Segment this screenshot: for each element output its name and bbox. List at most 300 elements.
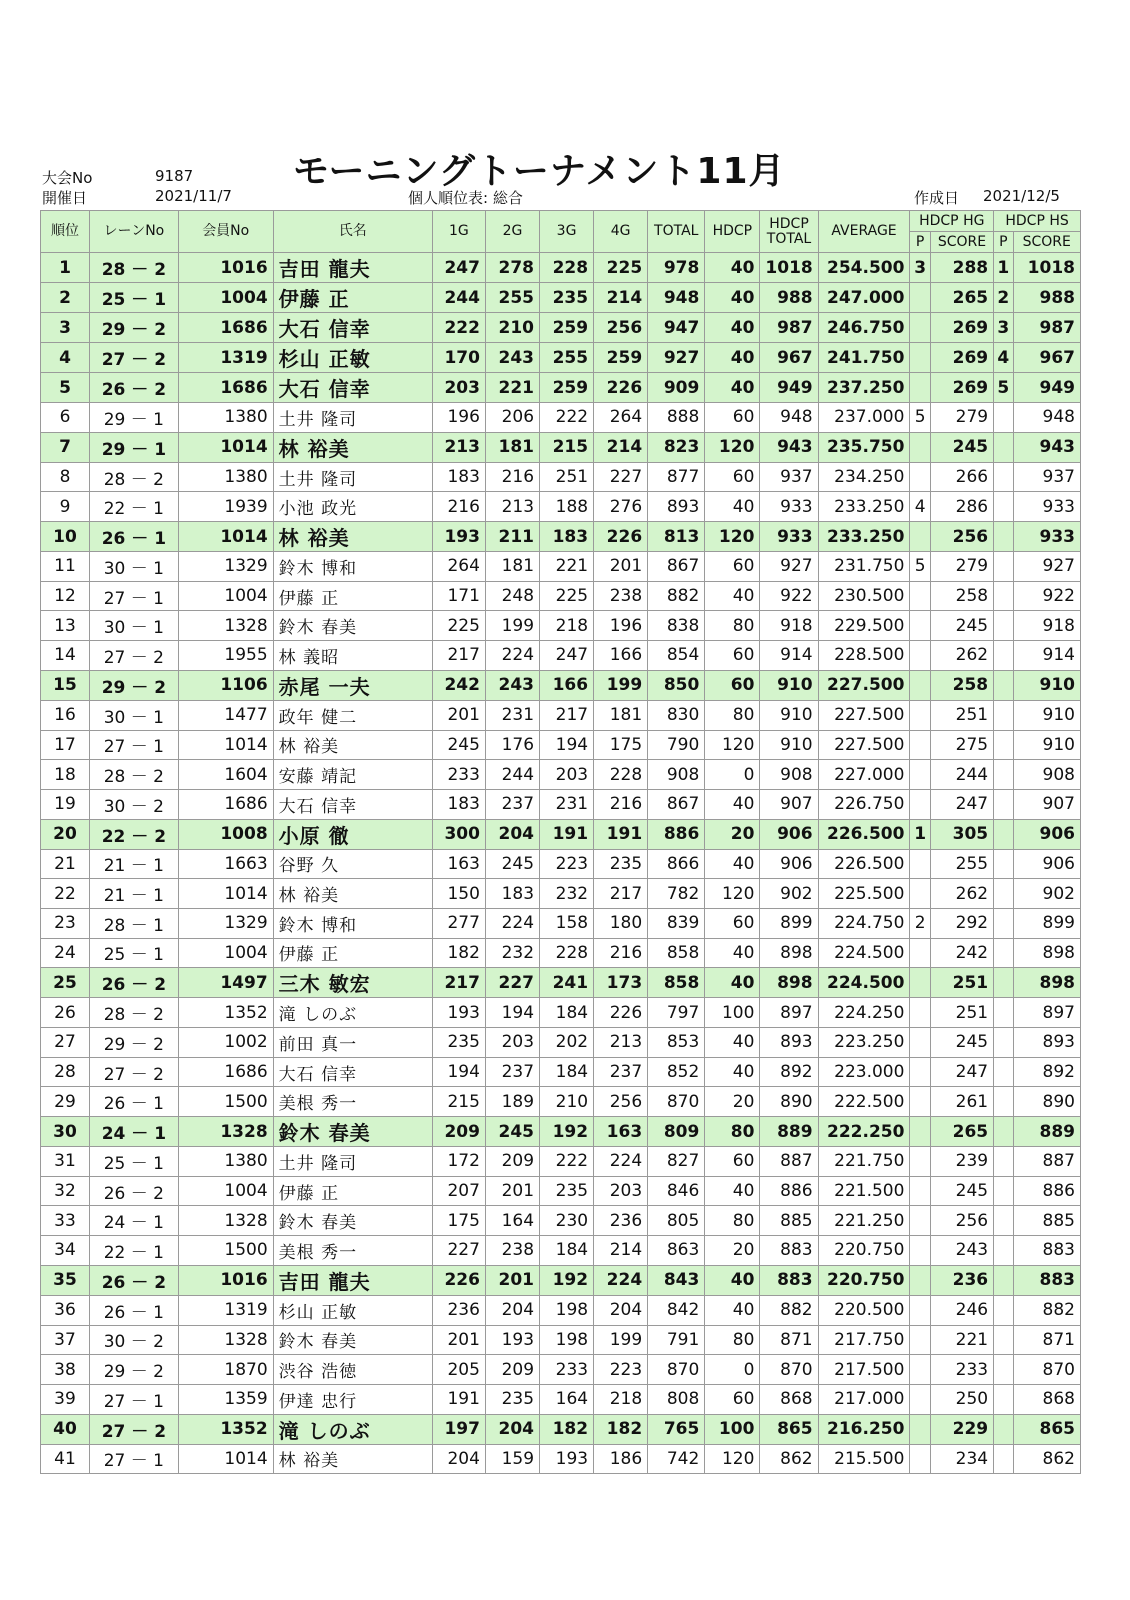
col-g3-header: 3G — [540, 211, 594, 253]
game1-cell: 207 — [432, 1176, 485, 1206]
member-no-cell: 1500 — [178, 1087, 273, 1117]
total-cell: 742 — [648, 1444, 705, 1474]
table-row — [41, 819, 1081, 849]
game4-cell: 226 — [594, 373, 648, 403]
rank-cell: 29 — [41, 1087, 90, 1117]
rank-cell: 30 — [41, 1117, 90, 1147]
hs-score-cell: 898 — [1013, 938, 1080, 968]
hg-place-cell — [910, 611, 930, 641]
game1-cell: 196 — [432, 403, 485, 433]
hdcp-cell: 40 — [705, 1057, 760, 1087]
hs-place-cell — [994, 1414, 1013, 1444]
game2-cell: 209 — [485, 1147, 539, 1177]
hdcp-total-cell: 892 — [760, 1057, 818, 1087]
game3-cell: 222 — [540, 1147, 594, 1177]
rank-cell: 27 — [41, 1028, 90, 1058]
game2-cell: 204 — [485, 819, 539, 849]
hg-score-cell: 269 — [930, 373, 993, 403]
hs-score-cell: 910 — [1013, 670, 1080, 700]
rank-cell: 6 — [41, 403, 90, 433]
hs-place-cell — [994, 819, 1013, 849]
hg-score-cell: 251 — [930, 968, 993, 998]
hg-place-cell — [910, 1355, 930, 1385]
total-cell: 867 — [648, 552, 705, 582]
rank-cell: 13 — [41, 611, 90, 641]
hg-score-cell: 234 — [930, 1444, 993, 1474]
player-name-cell: 美根 秀一 — [273, 1236, 432, 1266]
member-no-cell: 1002 — [178, 1028, 273, 1058]
hs-score-cell: 890 — [1013, 1087, 1080, 1117]
game3-cell: 232 — [540, 879, 594, 909]
average-cell: 221.500 — [818, 1176, 910, 1206]
player-name-cell: 滝 しのぶ — [273, 998, 432, 1028]
col-hs-score-header: SCORE — [1013, 232, 1080, 253]
lane-cell: 27 － 1 — [89, 730, 178, 760]
game3-cell: 215 — [540, 432, 594, 462]
game4-cell: 186 — [594, 1444, 648, 1474]
member-no-cell: 1329 — [178, 908, 273, 938]
rank-cell: 37 — [41, 1325, 90, 1355]
player-name-cell: 安藤 靖記 — [273, 760, 432, 790]
total-cell: 947 — [648, 313, 705, 343]
player-name-cell: 伊藤 正 — [273, 1176, 432, 1206]
hs-place-cell — [994, 998, 1013, 1028]
table-row — [41, 432, 1081, 462]
total-cell: 846 — [648, 1176, 705, 1206]
hdcp-total-cell: 902 — [760, 879, 818, 909]
hdcp-cell: 60 — [705, 641, 760, 671]
member-no-cell: 1016 — [178, 253, 273, 283]
hdcp-cell: 20 — [705, 819, 760, 849]
hdcp-total-cell: 937 — [760, 462, 818, 492]
hg-place-cell — [910, 1236, 930, 1266]
hdcp-total-cell: 862 — [760, 1444, 818, 1474]
rank-cell: 4 — [41, 343, 90, 373]
rank-cell: 23 — [41, 908, 90, 938]
hdcp-cell: 40 — [705, 1028, 760, 1058]
game2-cell: 189 — [485, 1087, 539, 1117]
hs-place-cell: 1 — [994, 253, 1013, 283]
hg-place-cell — [910, 760, 930, 790]
hs-place-cell — [994, 432, 1013, 462]
hs-score-cell: 889 — [1013, 1117, 1080, 1147]
game2-cell: 227 — [485, 968, 539, 998]
game2-cell: 248 — [485, 581, 539, 611]
game1-cell: 183 — [432, 789, 485, 819]
hg-score-cell: 266 — [930, 462, 993, 492]
hdcp-total-cell: 910 — [760, 670, 818, 700]
hg-place-cell — [910, 968, 930, 998]
average-cell: 237.000 — [818, 403, 910, 433]
game1-cell: 163 — [432, 849, 485, 879]
member-no-cell: 1380 — [178, 462, 273, 492]
game1-cell: 183 — [432, 462, 485, 492]
rank-cell: 14 — [41, 641, 90, 671]
hs-place-cell — [994, 462, 1013, 492]
player-name-cell: 杉山 正敏 — [273, 343, 432, 373]
game1-cell: 194 — [432, 1057, 485, 1087]
hdcp-cell: 40 — [705, 492, 760, 522]
hg-score-cell: 258 — [930, 581, 993, 611]
member-no-cell: 1328 — [178, 1117, 273, 1147]
hdcp-cell: 40 — [705, 581, 760, 611]
hdcp-total-cell: 910 — [760, 730, 818, 760]
game3-cell: 210 — [540, 1087, 594, 1117]
player-name-cell: 鈴木 春美 — [273, 1325, 432, 1355]
hs-place-cell: 5 — [994, 373, 1013, 403]
hg-score-cell: 269 — [930, 313, 993, 343]
game2-cell: 199 — [485, 611, 539, 641]
hg-place-cell — [910, 1028, 930, 1058]
total-cell: 854 — [648, 641, 705, 671]
hg-place-cell — [910, 789, 930, 819]
game4-cell: 227 — [594, 462, 648, 492]
hdcp-cell: 0 — [705, 1355, 760, 1385]
average-cell: 222.250 — [818, 1117, 910, 1147]
total-cell: 791 — [648, 1325, 705, 1355]
average-cell: 226.500 — [818, 819, 910, 849]
game1-cell: 197 — [432, 1414, 485, 1444]
rank-cell: 41 — [41, 1444, 90, 1474]
table-row — [41, 1206, 1081, 1236]
average-cell: 226.750 — [818, 789, 910, 819]
hg-place-cell — [910, 522, 930, 552]
average-cell: 222.500 — [818, 1087, 910, 1117]
game2-cell: 213 — [485, 492, 539, 522]
game2-cell: 244 — [485, 760, 539, 790]
hs-score-cell: 1018 — [1013, 253, 1080, 283]
table-row — [41, 1444, 1081, 1474]
hs-score-cell: 871 — [1013, 1325, 1080, 1355]
game2-cell: 243 — [485, 670, 539, 700]
game4-cell: 175 — [594, 730, 648, 760]
hdcp-cell: 120 — [705, 522, 760, 552]
player-name-cell: 政年 健二 — [273, 700, 432, 730]
table-row — [41, 492, 1081, 522]
hdcp-cell: 40 — [705, 1176, 760, 1206]
rank-cell: 32 — [41, 1176, 90, 1206]
hs-place-cell — [994, 1295, 1013, 1325]
tournament-no-label: 大会No — [42, 169, 93, 187]
table-row — [41, 938, 1081, 968]
game2-cell: 201 — [485, 1176, 539, 1206]
hg-score-cell: 288 — [930, 253, 993, 283]
total-cell: 853 — [648, 1028, 705, 1058]
player-name-cell: 大石 信幸 — [273, 1057, 432, 1087]
hg-score-cell: 258 — [930, 670, 993, 700]
game4-cell: 256 — [594, 1087, 648, 1117]
lane-cell: 21 － 1 — [89, 849, 178, 879]
table-row — [41, 1355, 1081, 1385]
game1-cell: 235 — [432, 1028, 485, 1058]
hdcp-total-cell: 988 — [760, 283, 818, 313]
player-name-cell: 伊達 忠行 — [273, 1384, 432, 1414]
table-row — [41, 908, 1081, 938]
game4-cell: 180 — [594, 908, 648, 938]
rank-cell: 36 — [41, 1295, 90, 1325]
game2-cell: 237 — [485, 1057, 539, 1087]
member-no-cell: 1686 — [178, 313, 273, 343]
game2-cell: 224 — [485, 641, 539, 671]
game3-cell: 191 — [540, 819, 594, 849]
rank-cell: 26 — [41, 998, 90, 1028]
game1-cell: 215 — [432, 1087, 485, 1117]
hdcp-cell: 40 — [705, 343, 760, 373]
lane-cell: 29 － 2 — [89, 670, 178, 700]
hs-place-cell — [994, 1384, 1013, 1414]
total-cell: 978 — [648, 253, 705, 283]
rank-cell: 34 — [41, 1236, 90, 1266]
lane-cell: 30 － 2 — [89, 789, 178, 819]
table-row — [41, 373, 1081, 403]
hg-score-cell: 255 — [930, 849, 993, 879]
total-cell: 838 — [648, 611, 705, 641]
table-row — [41, 1325, 1081, 1355]
hs-place-cell — [994, 849, 1013, 879]
lane-cell: 29 － 1 — [89, 432, 178, 462]
lane-cell: 27 － 2 — [89, 1414, 178, 1444]
game4-cell: 223 — [594, 1355, 648, 1385]
hs-score-cell: 910 — [1013, 730, 1080, 760]
game4-cell: 228 — [594, 760, 648, 790]
player-name-cell: 杉山 正敏 — [273, 1295, 432, 1325]
game3-cell: 158 — [540, 908, 594, 938]
game2-cell: 216 — [485, 462, 539, 492]
hs-score-cell: 906 — [1013, 849, 1080, 879]
member-no-cell: 1352 — [178, 1414, 273, 1444]
hg-place-cell — [910, 432, 930, 462]
game2-cell: 181 — [485, 432, 539, 462]
hg-score-cell: 250 — [930, 1384, 993, 1414]
hg-score-cell: 229 — [930, 1414, 993, 1444]
total-cell: 927 — [648, 343, 705, 373]
total-cell: 908 — [648, 760, 705, 790]
game1-cell: 222 — [432, 313, 485, 343]
hs-score-cell: 918 — [1013, 611, 1080, 641]
game3-cell: 225 — [540, 581, 594, 611]
col-g2-header: 2G — [485, 211, 539, 253]
game4-cell: 216 — [594, 938, 648, 968]
member-no-cell: 1477 — [178, 700, 273, 730]
game1-cell: 233 — [432, 760, 485, 790]
player-name-cell: 大石 信幸 — [273, 789, 432, 819]
lane-cell: 27 － 2 — [89, 641, 178, 671]
game3-cell: 192 — [540, 1265, 594, 1295]
rank-cell: 2 — [41, 283, 90, 313]
game1-cell: 191 — [432, 1384, 485, 1414]
hg-place-cell — [910, 1117, 930, 1147]
hdcp-cell: 60 — [705, 1147, 760, 1177]
game4-cell: 214 — [594, 1236, 648, 1266]
hg-score-cell: 261 — [930, 1087, 993, 1117]
table-row — [41, 1147, 1081, 1177]
game3-cell: 247 — [540, 641, 594, 671]
hg-score-cell: 245 — [930, 1176, 993, 1206]
hg-score-cell: 275 — [930, 730, 993, 760]
game1-cell: 209 — [432, 1117, 485, 1147]
member-no-cell: 1319 — [178, 343, 273, 373]
rank-cell: 9 — [41, 492, 90, 522]
total-cell: 827 — [648, 1147, 705, 1177]
member-no-cell: 1955 — [178, 641, 273, 671]
hs-place-cell — [994, 730, 1013, 760]
game2-cell: 255 — [485, 283, 539, 313]
hg-score-cell: 245 — [930, 432, 993, 462]
game3-cell: 255 — [540, 343, 594, 373]
hg-place-cell — [910, 1087, 930, 1117]
hdcp-total-cell: 898 — [760, 938, 818, 968]
rank-cell: 15 — [41, 670, 90, 700]
hs-score-cell: 897 — [1013, 998, 1080, 1028]
player-name-cell: 渋谷 浩徳 — [273, 1355, 432, 1385]
hs-place-cell — [994, 611, 1013, 641]
member-no-cell: 1319 — [178, 1295, 273, 1325]
lane-cell: 27 － 1 — [89, 581, 178, 611]
rank-cell: 17 — [41, 730, 90, 760]
hg-score-cell: 279 — [930, 403, 993, 433]
average-cell: 229.500 — [818, 611, 910, 641]
hg-place-cell: 4 — [910, 492, 930, 522]
hs-score-cell: 887 — [1013, 1147, 1080, 1177]
game3-cell: 228 — [540, 938, 594, 968]
total-cell: 813 — [648, 522, 705, 552]
hdcp-cell: 20 — [705, 1236, 760, 1266]
col-g4-header: 4G — [594, 211, 648, 253]
hg-place-cell — [910, 1295, 930, 1325]
player-name-cell: 赤尾 一夫 — [273, 670, 432, 700]
game4-cell: 217 — [594, 879, 648, 909]
game3-cell: 217 — [540, 700, 594, 730]
rank-cell: 12 — [41, 581, 90, 611]
game2-cell: 164 — [485, 1206, 539, 1236]
rank-cell: 25 — [41, 968, 90, 998]
game2-cell: 204 — [485, 1414, 539, 1444]
hdcp-total-cell: 887 — [760, 1147, 818, 1177]
hdcp-total-cell: 933 — [760, 522, 818, 552]
hs-place-cell — [994, 552, 1013, 582]
game1-cell: 201 — [432, 700, 485, 730]
rank-cell: 16 — [41, 700, 90, 730]
game4-cell: 237 — [594, 1057, 648, 1087]
total-cell: 893 — [648, 492, 705, 522]
total-cell: 842 — [648, 1295, 705, 1325]
game3-cell: 222 — [540, 403, 594, 433]
hs-place-cell — [994, 1265, 1013, 1295]
hs-place-cell — [994, 760, 1013, 790]
average-cell: 215.500 — [818, 1444, 910, 1474]
hdcp-cell: 40 — [705, 283, 760, 313]
hs-score-cell: 885 — [1013, 1206, 1080, 1236]
hs-place-cell — [994, 789, 1013, 819]
total-cell: 839 — [648, 908, 705, 938]
member-no-cell: 1014 — [178, 522, 273, 552]
member-no-cell: 1604 — [178, 760, 273, 790]
game3-cell: 192 — [540, 1117, 594, 1147]
rank-cell: 19 — [41, 789, 90, 819]
hg-score-cell: 243 — [930, 1236, 993, 1266]
average-cell: 217.000 — [818, 1384, 910, 1414]
total-cell: 858 — [648, 938, 705, 968]
average-cell: 246.750 — [818, 313, 910, 343]
average-cell: 226.500 — [818, 849, 910, 879]
hs-score-cell: 987 — [1013, 313, 1080, 343]
hg-place-cell — [910, 998, 930, 1028]
game3-cell: 221 — [540, 552, 594, 582]
hg-score-cell: 292 — [930, 908, 993, 938]
total-cell: 852 — [648, 1057, 705, 1087]
hs-score-cell: 883 — [1013, 1265, 1080, 1295]
rank-cell: 1 — [41, 253, 90, 283]
lane-cell: 26 － 2 — [89, 1176, 178, 1206]
hg-place-cell — [910, 373, 930, 403]
hg-place-cell — [910, 343, 930, 373]
game3-cell: 184 — [540, 1236, 594, 1266]
total-cell: 866 — [648, 849, 705, 879]
rank-cell: 8 — [41, 462, 90, 492]
hs-place-cell — [994, 1236, 1013, 1266]
game3-cell: 235 — [540, 1176, 594, 1206]
game1-cell: 205 — [432, 1355, 485, 1385]
hg-place-cell: 2 — [910, 908, 930, 938]
col-average-header: AVERAGE — [818, 211, 910, 253]
total-cell: 843 — [648, 1265, 705, 1295]
hs-place-cell — [994, 492, 1013, 522]
game2-cell: 237 — [485, 789, 539, 819]
table-row — [41, 1028, 1081, 1058]
hdcp-cell: 60 — [705, 552, 760, 582]
player-name-cell: 小原 徹 — [273, 819, 432, 849]
table-row — [41, 1117, 1081, 1147]
hg-score-cell: 262 — [930, 879, 993, 909]
table-row — [41, 283, 1081, 313]
member-no-cell: 1359 — [178, 1384, 273, 1414]
lane-cell: 25 － 1 — [89, 1147, 178, 1177]
lane-cell: 28 － 2 — [89, 998, 178, 1028]
hs-score-cell: 908 — [1013, 760, 1080, 790]
hdcp-cell: 60 — [705, 1384, 760, 1414]
player-name-cell: 伊藤 正 — [273, 938, 432, 968]
hdcp-total-cell: 890 — [760, 1087, 818, 1117]
game4-cell: 196 — [594, 611, 648, 641]
player-name-cell: 鈴木 春美 — [273, 1206, 432, 1236]
lane-cell: 28 － 1 — [89, 908, 178, 938]
game3-cell: 218 — [540, 611, 594, 641]
col-lane-header: レーンNo — [89, 211, 178, 253]
average-cell: 230.500 — [818, 581, 910, 611]
player-name-cell: 土井 隆司 — [273, 1147, 432, 1177]
hdcp-cell: 40 — [705, 849, 760, 879]
game2-cell: 238 — [485, 1236, 539, 1266]
total-cell: 863 — [648, 1236, 705, 1266]
lane-cell: 30 － 2 — [89, 1325, 178, 1355]
game1-cell: 182 — [432, 938, 485, 968]
table-row — [41, 611, 1081, 641]
game2-cell: 201 — [485, 1265, 539, 1295]
player-name-cell: 前田 真一 — [273, 1028, 432, 1058]
hdcp-total-header-line2: TOTAL — [766, 230, 812, 247]
game3-cell: 235 — [540, 283, 594, 313]
average-cell: 217.750 — [818, 1325, 910, 1355]
hdcp-cell: 120 — [705, 730, 760, 760]
player-name-cell: 林 裕美 — [273, 522, 432, 552]
hg-score-cell: 265 — [930, 1117, 993, 1147]
hdcp-total-cell: 883 — [760, 1265, 818, 1295]
hdcp-cell: 60 — [705, 462, 760, 492]
hg-place-cell — [910, 1444, 930, 1474]
average-cell: 227.500 — [818, 700, 910, 730]
game1-cell: 217 — [432, 641, 485, 671]
total-cell: 870 — [648, 1087, 705, 1117]
